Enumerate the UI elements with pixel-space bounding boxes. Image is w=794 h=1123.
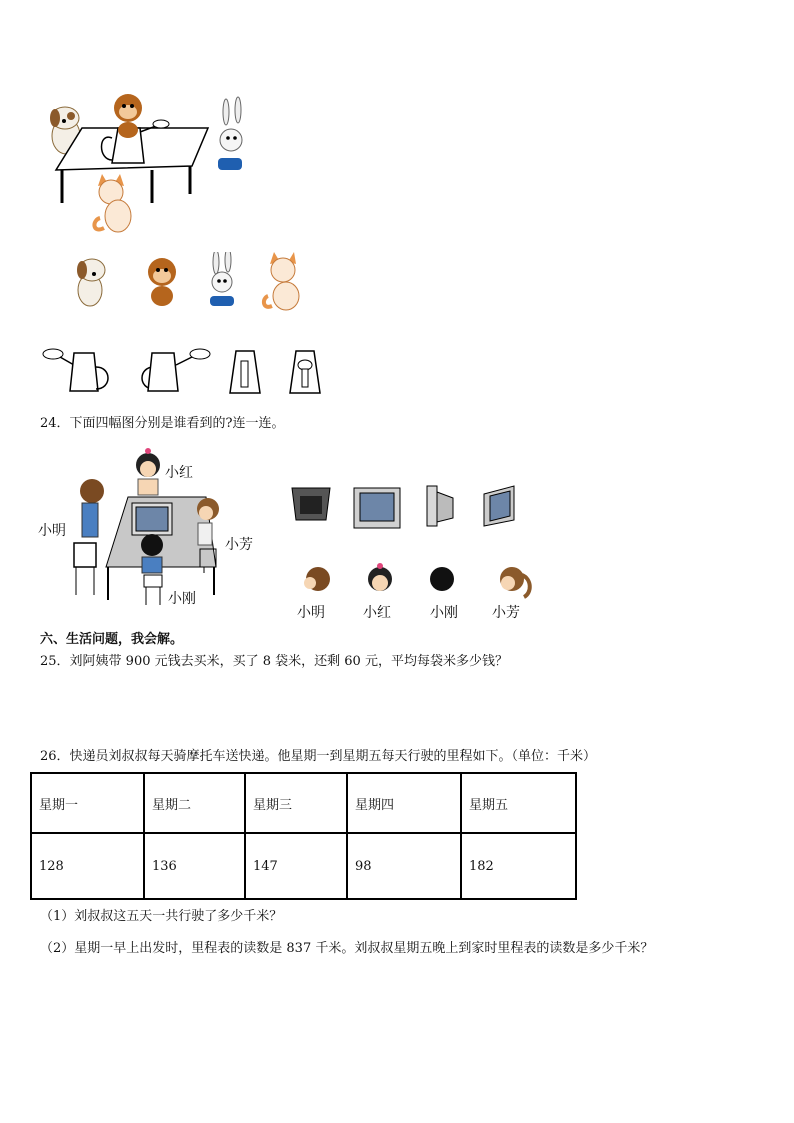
question-26-part-2: （2）星期一早上出发时，里程表的读数是 837 千米。刘叔叔星期五晚上到家时里程表的读数是多少千米？ bbox=[40, 941, 654, 956]
mileage-table bbox=[30, 772, 577, 900]
child-xiaohong-figure bbox=[136, 448, 160, 495]
section-6-title: 六、生活问题，我会解。 bbox=[40, 632, 184, 647]
monitor-front-view-icon bbox=[354, 488, 400, 528]
dog-icon bbox=[77, 259, 105, 306]
rabbit-figure bbox=[218, 97, 242, 170]
monitor-views bbox=[290, 484, 525, 532]
answer-label-xiaofang: 小芳 bbox=[492, 605, 520, 621]
question-26: 26．快递员刘叔叔每天骑摩托车送快递。他星期一到星期五每天行驶的里程如下。（单位：千米） bbox=[40, 749, 597, 764]
head-xiaofang-icon bbox=[500, 567, 530, 597]
scene-label-xiaohong: 小红 bbox=[165, 465, 193, 481]
cat-icon bbox=[264, 252, 299, 310]
table-header-cell: 星期五 bbox=[461, 773, 576, 833]
table-value-cell: 98 bbox=[347, 833, 461, 899]
watering-can-views bbox=[40, 345, 340, 397]
head-xiaoming-icon bbox=[304, 567, 330, 591]
rabbit-icon bbox=[210, 252, 234, 306]
child-xiaogang-figure bbox=[141, 534, 163, 605]
table-header-row bbox=[31, 773, 576, 833]
children-heads bbox=[300, 563, 535, 599]
monkey-figure bbox=[114, 94, 142, 138]
table-header-cell: 星期三 bbox=[245, 773, 347, 833]
cat-figure bbox=[94, 174, 131, 232]
monitor-angled-view-icon bbox=[484, 486, 514, 526]
table-value-cell: 136 bbox=[144, 833, 245, 899]
monkey-icon bbox=[148, 258, 176, 306]
scene-label-xiaogang: 小刚 bbox=[168, 591, 196, 607]
animal-row bbox=[68, 252, 308, 314]
table-header-cell: 星期二 bbox=[144, 773, 245, 833]
question-26-part-1: （1）刘叔叔这五天一共行驶了多少千米？ bbox=[40, 909, 283, 924]
question-25: 25．刘阿姨带 900 元钱去买米，买了 8 袋米，还剩 60 元，平均每袋米多少钱？ bbox=[40, 654, 508, 669]
answer-label-xiaoming: 小明 bbox=[297, 605, 325, 621]
answer-label-xiaohong: 小红 bbox=[363, 605, 391, 621]
animals-table-illustration bbox=[40, 88, 260, 238]
scene-label-xiaofang: 小芳 bbox=[225, 537, 253, 553]
can-view-front-icon bbox=[230, 351, 260, 393]
table-value-row bbox=[31, 833, 576, 899]
table-value-cell: 182 bbox=[461, 833, 576, 899]
can-view-left-icon bbox=[43, 349, 108, 391]
head-xiaohong-icon bbox=[368, 563, 392, 591]
table-header-cell: 星期四 bbox=[347, 773, 461, 833]
table-header-cell: 星期一 bbox=[31, 773, 144, 833]
table-value-cell: 147 bbox=[245, 833, 347, 899]
head-xiaogang-icon bbox=[430, 567, 454, 591]
child-xiaoming-figure bbox=[74, 479, 104, 595]
can-view-right-icon bbox=[142, 349, 210, 391]
question-24: 24．下面四幅图分别是谁看到的?连一连。 bbox=[40, 416, 285, 431]
can-view-back-icon bbox=[290, 351, 320, 393]
answer-label-xiaogang: 小刚 bbox=[430, 605, 458, 621]
table-value-cell: 128 bbox=[31, 833, 144, 899]
scene-label-xiaoming: 小明 bbox=[38, 523, 66, 539]
monitor-side-view-icon bbox=[427, 486, 453, 526]
monitor-back-view-icon bbox=[292, 488, 330, 520]
